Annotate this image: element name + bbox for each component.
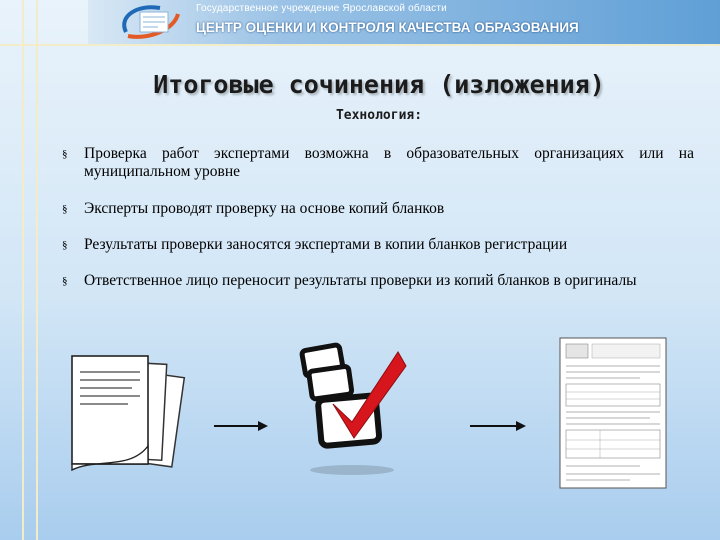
arrow-right-icon <box>470 421 526 431</box>
slide-title: Итоговые сочинения (изложения) <box>153 70 605 99</box>
bullet-marker-icon: § <box>62 239 68 251</box>
checklist-icon <box>301 345 406 475</box>
bullet-text: Ответственное лицо переносит результаты проверки из копий бланков в оригиналы <box>84 272 637 289</box>
bullet-marker-icon: § <box>62 203 68 215</box>
organization-name: ЦЕНТР ОЦЕНКИ И КОНТРОЛЯ КАЧЕСТВА ОБРАЗОВАНИЯ <box>196 20 579 35</box>
paper-stack-icon <box>72 356 184 470</box>
arrow-right-icon <box>214 421 268 431</box>
bullet-marker-icon: § <box>62 148 68 160</box>
bullet-text: Эксперты проводят проверку на основе копий бланков <box>84 200 445 217</box>
bullet-marker-icon: § <box>62 275 68 287</box>
bullet-text: Проверка работ экспертами возможна в образовательных организациях или на муниципальном уровне <box>84 145 694 180</box>
slide-subtitle: Технология: <box>335 108 423 123</box>
organization-subtitle: Государственное учреждение Ярославской области <box>196 3 447 14</box>
filled-form-icon <box>560 338 666 488</box>
bullet-text: Результаты проверки заносятся экспертами в копии бланков регистрации <box>84 236 568 253</box>
